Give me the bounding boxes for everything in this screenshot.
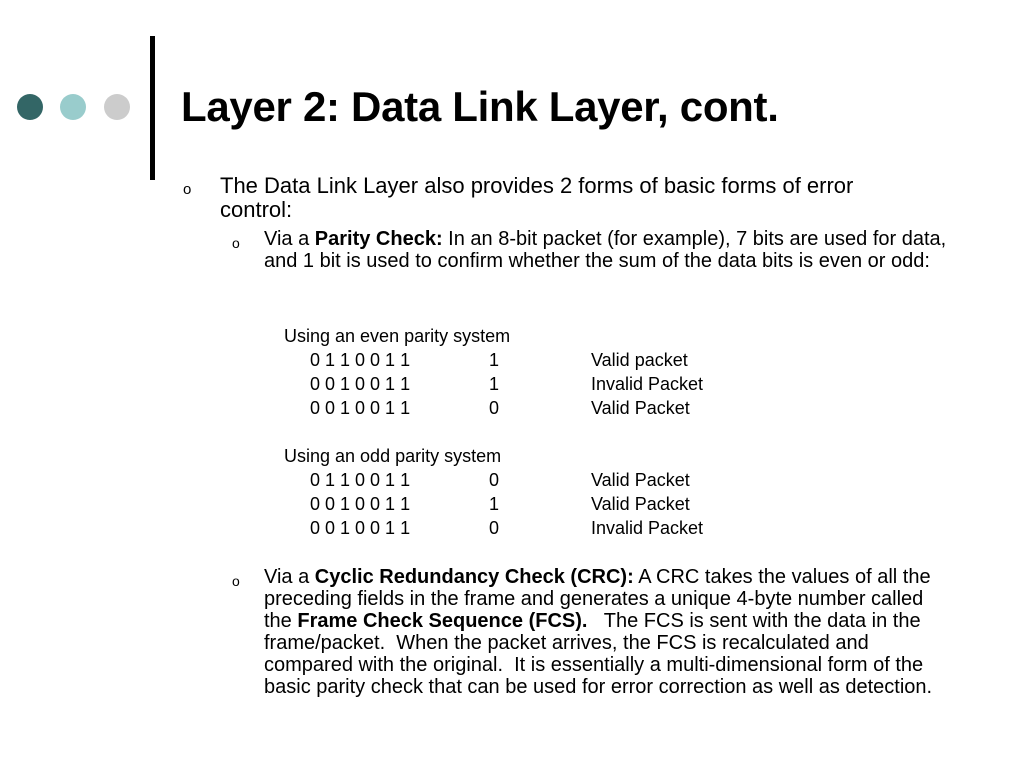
parity-bit: 0: [489, 398, 500, 418]
packet-status: Invalid Packet: [591, 374, 704, 394]
packet-status: Valid Packet: [591, 470, 690, 490]
packet-status: Valid Packet: [591, 494, 690, 514]
packet-status: Valid Packet: [591, 398, 690, 418]
bullet-marker: o: [232, 573, 240, 589]
table-row: [0, 516, 1024, 540]
table-row: [0, 348, 1024, 372]
parity-bit: 0: [489, 470, 500, 490]
decor-dot-mid: [60, 94, 86, 120]
parity-bit: 1: [489, 350, 500, 370]
data-bits: 0 1 1 0 0 1 1: [310, 470, 411, 490]
packet-status: Invalid Packet: [591, 518, 704, 538]
slide-title: Layer 2: Data Link Layer, cont.: [181, 83, 779, 130]
title-divider-bar: [150, 36, 155, 180]
table-row: [0, 396, 1024, 420]
crc-lead-text: Via a: [264, 566, 315, 588]
packet-status: Valid packet: [591, 350, 688, 370]
parity-check-term: Parity Check:: [314, 228, 443, 250]
parity-check-bullet: [264, 228, 954, 272]
data-bits: 0 0 1 0 0 1 1: [310, 374, 411, 394]
bullet-marker: o: [183, 181, 192, 198]
crc-term: Cyclic Redundancy Check (CRC):: [314, 566, 634, 588]
table-row: [0, 372, 1024, 396]
parity-bit: 1: [489, 374, 500, 394]
data-bits: 0 1 1 0 0 1 1: [310, 350, 411, 370]
data-bits: 0 0 1 0 0 1 1: [310, 518, 411, 538]
parity-bit: 0: [489, 518, 500, 538]
crc-description: A CRC takes the values of all the preceding fields in the frame and generates a unique 4-byte number called the: [264, 566, 931, 632]
decor-dot-light: [104, 94, 130, 120]
even-parity-heading: Using an even parity system: [284, 326, 511, 346]
parity-lead-text: Via a: [264, 228, 315, 250]
parity-bit: 1: [489, 494, 500, 514]
crc-bullet: [264, 566, 954, 698]
main-bullet-text: The Data Link Layer also provides 2 forms of basic forms of error control:: [220, 173, 854, 222]
data-bits: 0 0 1 0 0 1 1: [310, 398, 411, 418]
bullet-marker: o: [232, 235, 240, 251]
table-row: [0, 492, 1024, 516]
fcs-term: Frame Check Sequence (FCS).: [297, 610, 588, 632]
odd-parity-heading: Using an odd parity system: [284, 446, 502, 466]
data-bits: 0 0 1 0 0 1 1: [310, 494, 411, 514]
table-row: [0, 468, 1024, 492]
crc-description-rest: The FCS is sent with the data in the frame/packet. When the packet arrives, the FCS is recalculated and compared with the original. It is essentially a multi-dimensional form of the basic parity check that can be used for error correction as well as detection.: [264, 610, 933, 698]
decor-dot-dark: [17, 94, 43, 120]
parity-description: In an 8-bit packet (for example), 7 bits are used for data, and 1 bit is used to confirm whether the sum of the data bits is even or odd:: [264, 228, 947, 272]
